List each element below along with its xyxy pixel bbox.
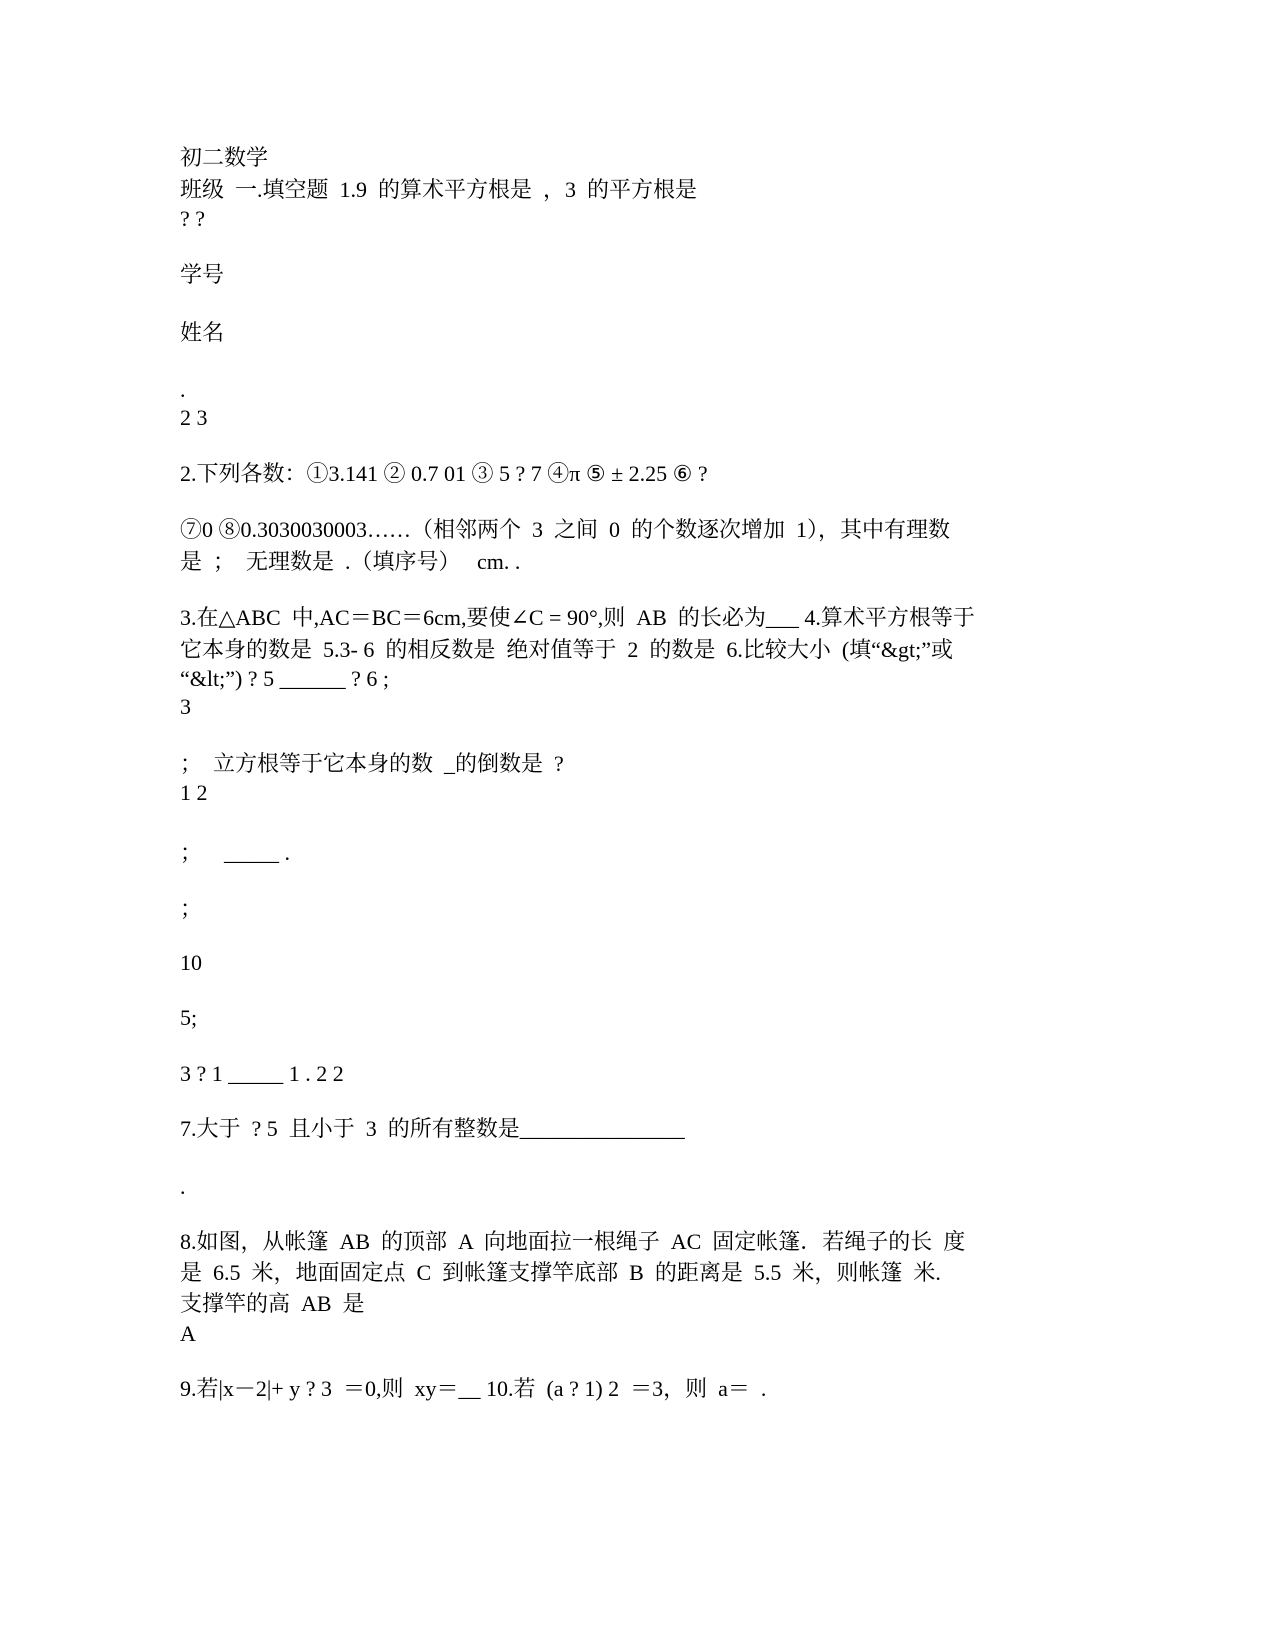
text-line: 班级 一.填空题 1.9 的算术平方根是 ，3 的平方根是 bbox=[180, 177, 698, 202]
text-line: 9.若|x－2|+ y ? 3 ＝0,则 xy＝__ 10.若 (a ? 1) 2 ＝3，则 a＝ . bbox=[180, 1376, 767, 1401]
text-line: 支撑竿的高 AB 是 bbox=[180, 1291, 365, 1316]
text-line: . bbox=[180, 377, 186, 402]
text-line: 2.下列各数：①3.141 ② 0.7 01 ③ 5 ? 7 ④π ⑤ ± 2.25 ⑥ ? bbox=[180, 461, 708, 486]
text-line: 10 bbox=[180, 950, 202, 975]
text-line: 它本身的数是 5.3- 6 的相反数是 绝对值等于 2 的数是 6.比较大小 (填“&gt;”或 bbox=[180, 637, 954, 662]
text-line: “&lt;”) ? 5 ______ ? 6 ; bbox=[180, 666, 389, 691]
text-line: 8.如图，从帐篷 AB 的顶部 A 向地面拉一根绳子 AC 固定帐篷．若绳子的长 度 bbox=[180, 1229, 966, 1254]
text-line: 7.大于 ? 5 且小于 3 的所有整数是_______________ bbox=[180, 1116, 685, 1141]
text-line: 5; bbox=[180, 1005, 198, 1030]
text-line: ? ? bbox=[180, 206, 206, 231]
text-line: 是 ； 无理数是 .（填序号） cm. . bbox=[180, 549, 521, 574]
text-line: 1 2 bbox=[180, 780, 208, 805]
text-line: ⑦0 ⑧0.3030030003……（相邻两个 3 之间 0 的个数逐次增加 1），其中有理数 bbox=[180, 517, 951, 542]
text-line: 姓名 bbox=[180, 320, 225, 345]
text-line: 是 6.5 米，地面固定点 C 到帐篷支撑竿底部 B 的距离是 5.5 米，则帐篷 米. bbox=[180, 1260, 941, 1285]
text-line: ； _____ . bbox=[180, 840, 291, 865]
text-line: ； bbox=[180, 896, 203, 921]
text-line: 3 bbox=[180, 694, 191, 719]
doc-title: 初二数学 bbox=[180, 145, 269, 170]
text-line: 学号 bbox=[180, 262, 225, 287]
text-line: 3 ? 1 _____ 1 . 2 2 bbox=[180, 1061, 344, 1086]
text-line: A bbox=[180, 1321, 196, 1346]
text-line: . bbox=[180, 1174, 186, 1199]
text-line: 2 3 bbox=[180, 405, 208, 430]
text-line: 3.在△ABC 中,AC＝BC＝6cm,要使∠C = 90°,则 AB 的长必为___ 4.算术平方根等于 bbox=[180, 605, 975, 630]
text-line: ； 立方根等于它本身的数 _的倒数是 ? bbox=[180, 751, 564, 776]
